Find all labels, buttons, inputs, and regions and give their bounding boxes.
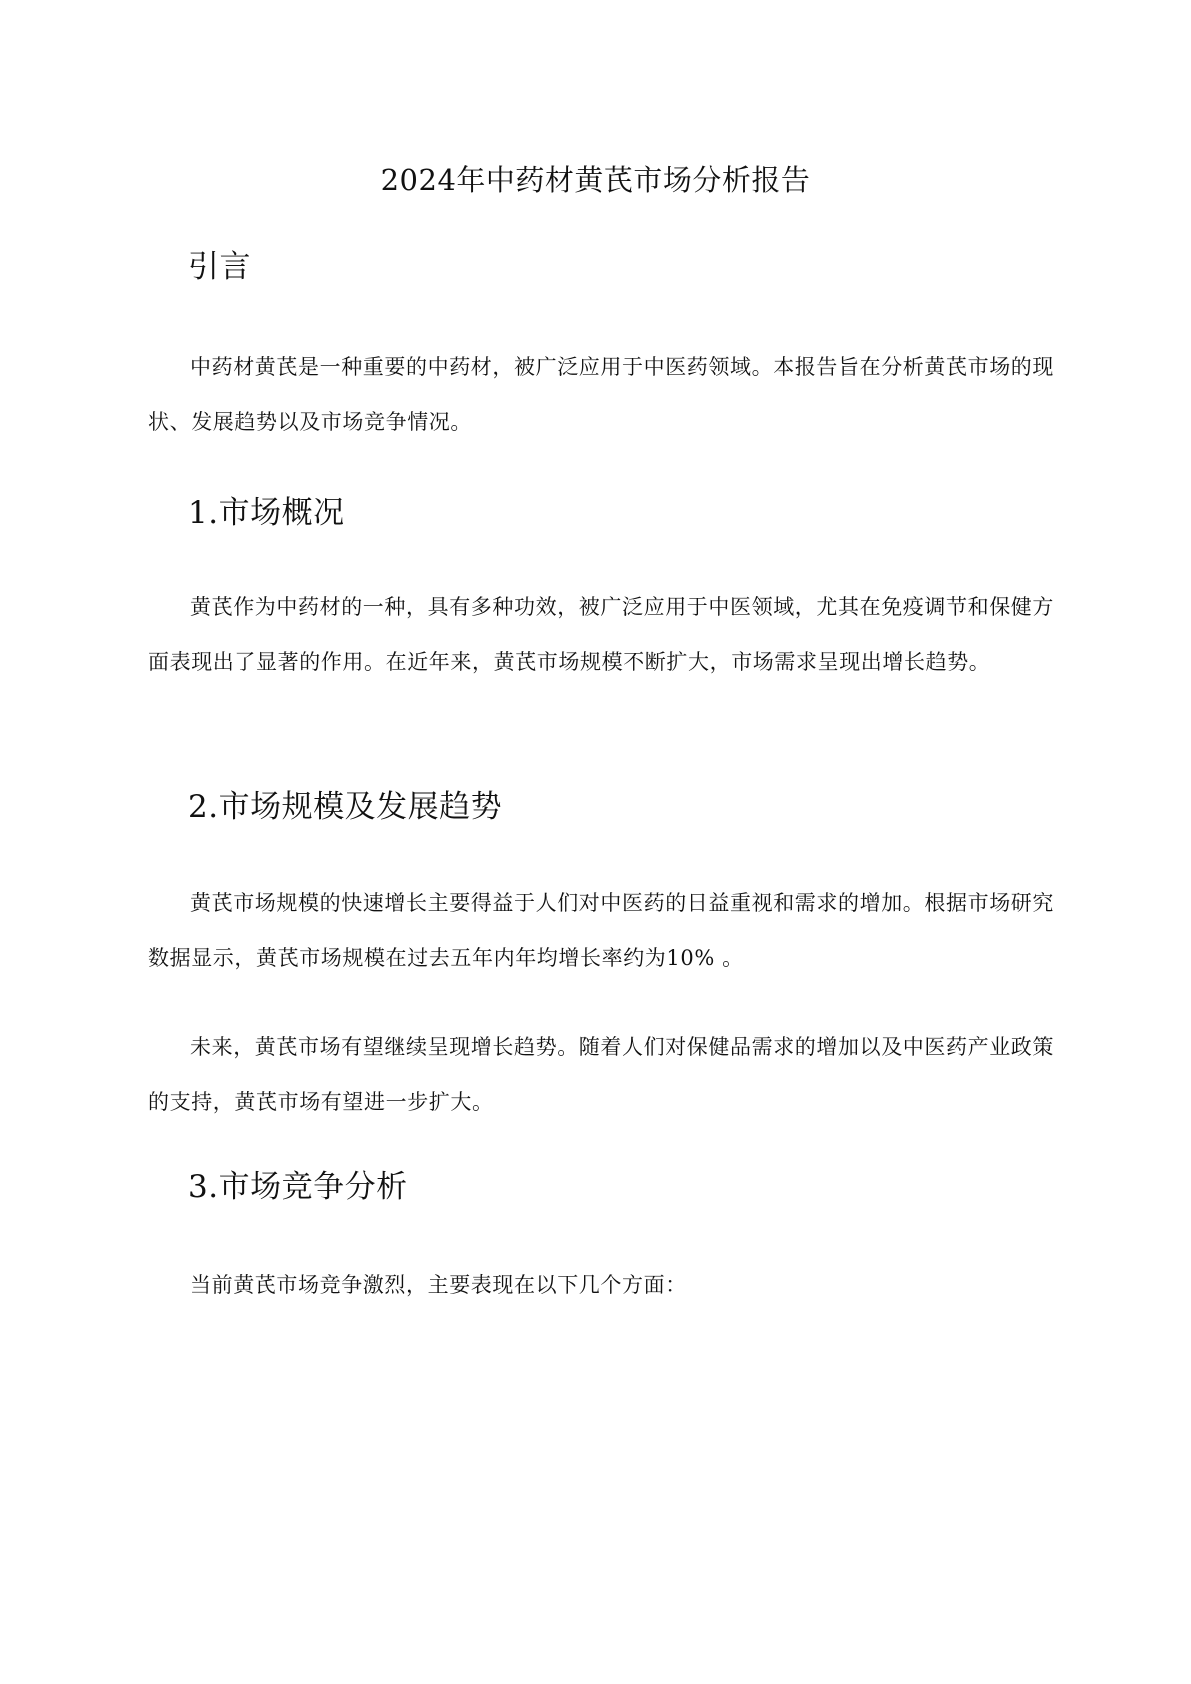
paragraph-market-overview: 黄芪作为中药材的一种，具有多种功效，被广泛应用于中医领域，尤其在免疫调节和保健方面表现出了显著的作用。在近年来，黄芪市场规模不断扩大，市场需求呈现出增长趋势。 <box>148 595 1054 674</box>
paragraph-future-trend: 未来，黄芪市场有望继续呈现增长趋势。随着人们对保健品需求的增加以及中医药产业政策的支持，黄芪市场有望进一步扩大。 <box>148 1035 1054 1114</box>
paragraph-introduction: 中药材黄芪是一种重要的中药材，被广泛应用于中医药领域。本报告旨在分析黄芪市场的现状、发展趋势以及市场竞争情况。 <box>148 355 1054 434</box>
section-heading-market-size-trend: 2.市场规模及发展趋势 <box>188 789 503 825</box>
document-title: 2024年中药材黄芪市场分析报告 <box>380 163 811 197</box>
paragraph-competition: 当前黄芪市场竞争激烈，主要表现在以下几个方面： <box>190 1273 687 1297</box>
paragraph-market-size: 黄芪市场规模的快速增长主要得益于人们对中医药的日益重视和需求的增加。根据市场研究数据显示，黄芪市场规模在过去五年内年均增长率约为10% 。 <box>148 891 1054 970</box>
section-heading-market-overview: 1.市场概况 <box>188 495 345 531</box>
section-heading-introduction: 引言 <box>188 249 251 285</box>
section-heading-competition: 3.市场竞争分析 <box>188 1169 408 1205</box>
